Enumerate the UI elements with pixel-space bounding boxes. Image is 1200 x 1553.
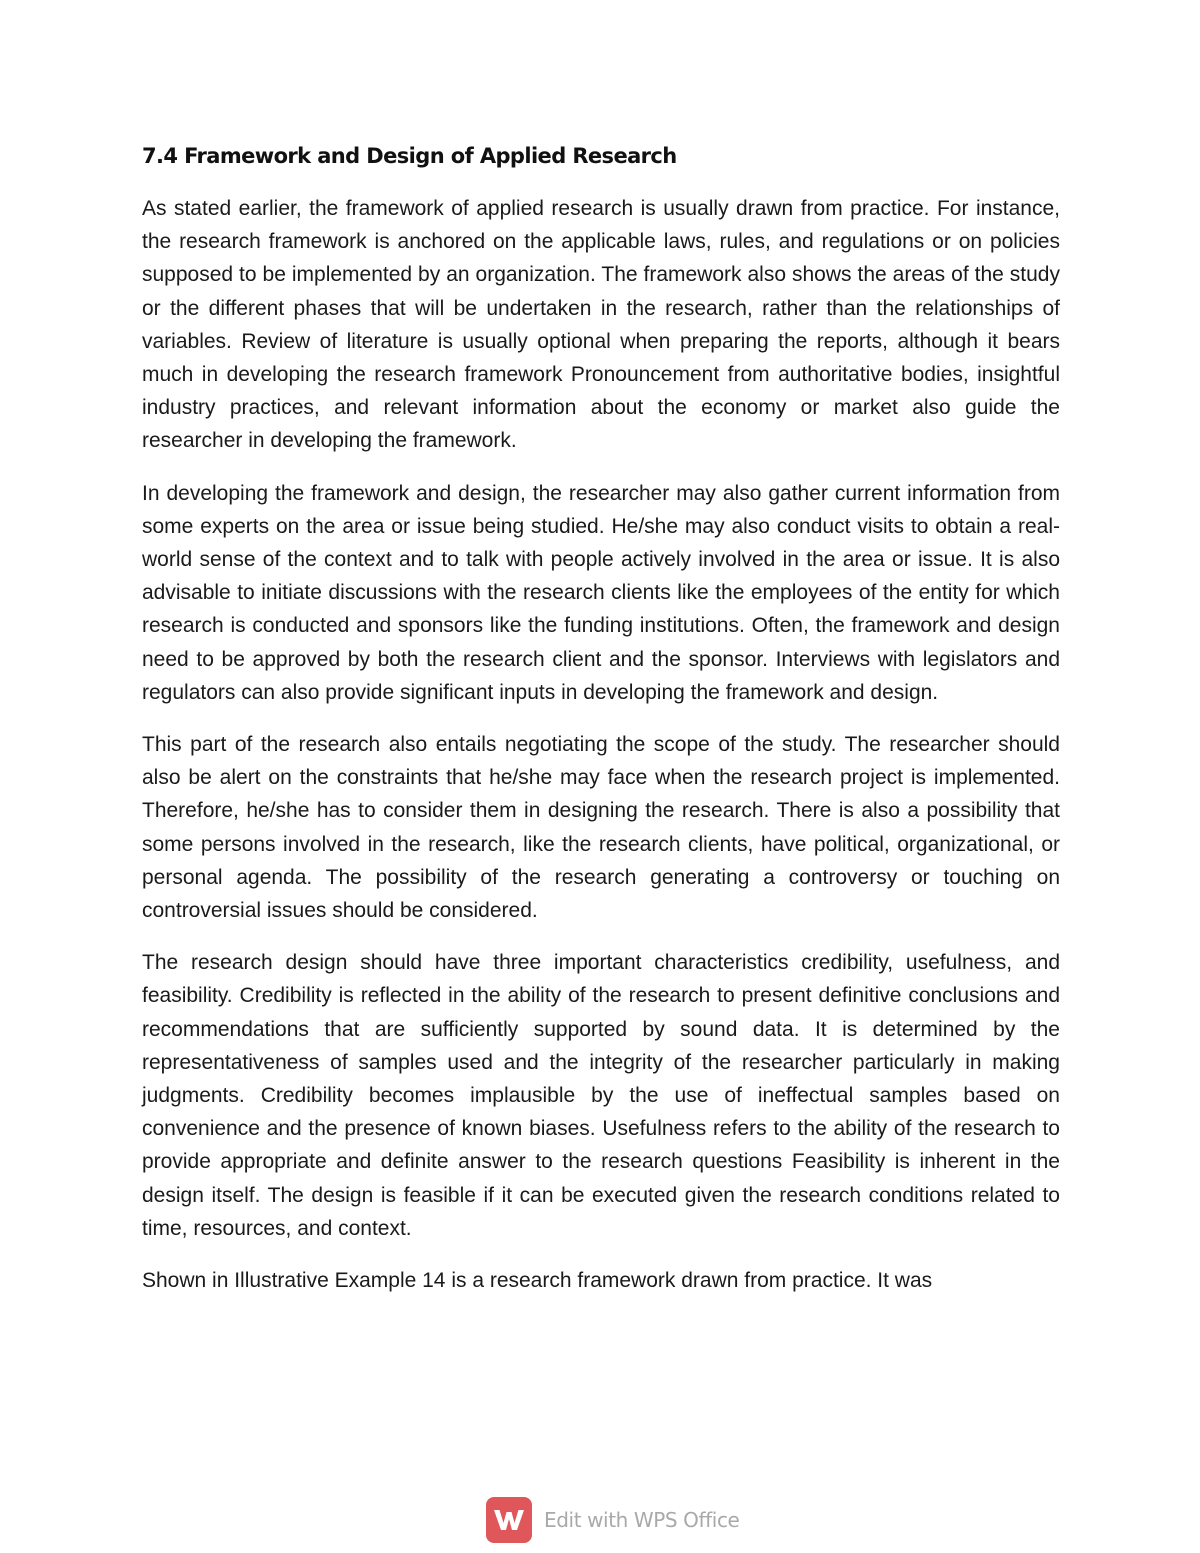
paragraph: As stated earlier, the framework of applied research is usually drawn from practice. For instance, the research framework is anchored on the applicable laws, rules, and regulations or on policies supposed to be implemented by an organization. The framework also shows the areas of the study or the different phases that will be undertaken in the research, rather than the relationships of variables. Review of literature is usually optional when preparing the reports, although it bears much in developing the research framework Pronouncement from authoritative bodies, insightful industry practices, and relevant information about the economy or market also guide the researcher in developing the framework. (142, 197, 1060, 453)
section-heading: 7.4 Framework and Design of Applied Research (142, 144, 677, 168)
wps-edit-banner[interactable] (486, 1497, 739, 1543)
paragraph: This part of the research also entails negotiating the scope of the study. The researcher should also be alert on the constraints that he/she may face when the research project is implemented. Therefore, he/she has to consider them in designing the research. There is also a possibility that some persons involved in the research, like the research clients, have political, organizational, or personal agenda. The possibility of the research generating a controversy or touching on controversial issues should be considered. (142, 733, 1060, 923)
wps-w-glyph-icon (492, 1507, 526, 1533)
paragraph: In developing the framework and design, the researcher may also gather current information from some experts on the area or issue being studied. He/she may also conduct visits to obtain a real-world sense of the context and to talk with people actively involved in the area or issue. It is also advisable to initiate discussions with the research clients like the employees of the entity for which research is conducted and sponsors like the funding institutions. Often, the framework and design need to be approved by both the research client and the sponsor. Interviews with legislators and regulators can also provide significant inputs in developing the framework and design. (142, 481, 1060, 704)
paragraph: The research design should have three important characteristics credibility, usefulness, and feasibility. Credibility is reflected in the ability of the research to present definitive conclusions and recommendations that are sufficiently supported by sound data. It is determined by the representativeness of samples used and the integrity of the researcher particularly in making judgments. Credibility becomes implausible by the use of ineffectual samples based on convenience and the presence of known biases. Usefulness refers to the ability of the research to provide appropriate and definite answer to the research questions Feasibility is inherent in the design itself. The design is feasible if it can be executed given the research conditions related to time, resources, and context. (142, 951, 1060, 1240)
paragraph: Shown in Illustrative Example 14 is a research framework drawn from practice. It was (142, 1269, 933, 1293)
document-content (142, 141, 1060, 1316)
wps-office-logo-icon (486, 1497, 532, 1543)
edit-with-wps-link[interactable]: Edit with WPS Office (544, 1508, 740, 1532)
